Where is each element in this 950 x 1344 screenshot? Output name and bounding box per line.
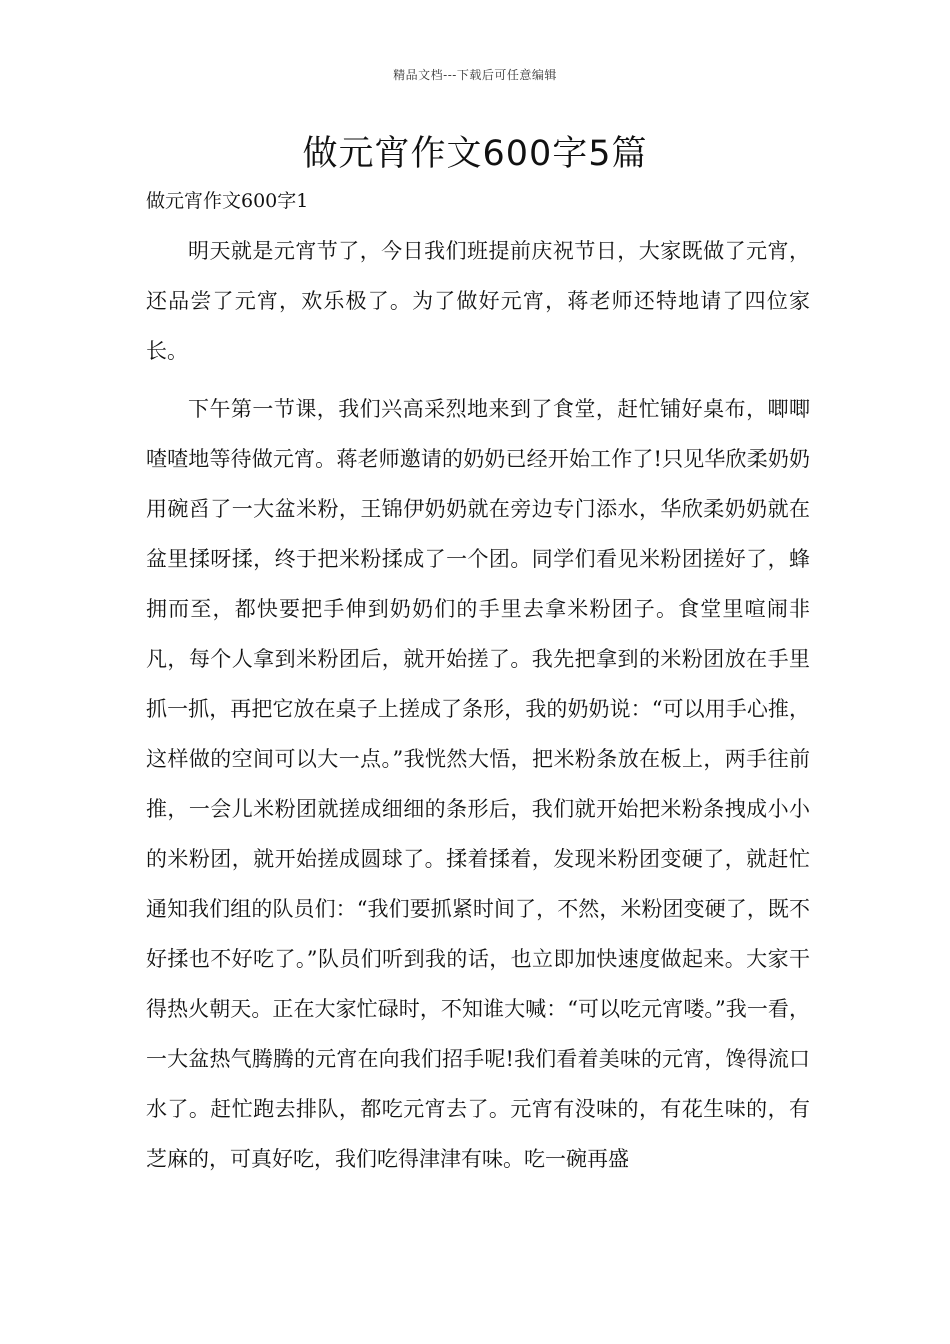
header-note: 精品文档---下载后可任意编辑 [393, 68, 557, 82]
body-text [146, 226, 810, 1192]
section-title: 做元宵作文600字1 [146, 190, 309, 212]
document-title: 做元宵作文600字5篇 [302, 134, 648, 174]
paragraph-2: 下午第一节课，我们兴高采烈地来到了食堂，赶忙铺好桌布，唧唧喳喳地等待做元宵。蒋老师邀请的奶奶已经开始工作了!只见华欣柔奶奶用碗舀了一大盆米粉，王锦伊奶奶就在旁边专门添水，华欣柔奶奶就在盆里揉呀揉，终于把米粉揉成了一个团。同学们看见米粉团搓好了，蜂拥而至，都快要把手伸到奶奶们的手里去拿米粉团子。食堂里喧闹非凡，每个人拿到米粉团后，就开始搓了。我先把拿到的米粉团放在手里抓一抓，再把它放在桌子上搓成了条形，我的奶奶说：“可以用手心推，这样做的空间可以大一点。”我恍然大悟，把米粉条放在板上，两手往前推，一会儿米粉团就搓成细细的条形后，我们就开始把米粉条拽成小小的米粉团，就开始搓成圆球了。揉着揉着，发现米粉团变硬了，就赶忙通知我们组的队员们：“我们要抓紧时间了，不然，米粉团变硬了，既不好揉也不好吃了。”队员们听到我的话，也立即加快速度做起来。大家干得热火朝天。正在大家忙碌时，不知谁大喊：“可以吃元宵喽。”我一看，一大盆热气腾腾的元宵在向我们招手呢!我们看着美味的元宵，馋得流口水了。赶忙跑去排队，都吃元宵去了。元宵有没味的，有花生味的，有芝麻的，可真好吃，我们吃得津津有味。吃一碗再盛 [146, 397, 810, 1171]
paragraph-1: 明天就是元宵节了，今日我们班提前庆祝节日，大家既做了元宵，还品尝了元宵，欢乐极了。为了做好元宵，蒋老师还特地请了四位家长。 [146, 239, 810, 363]
